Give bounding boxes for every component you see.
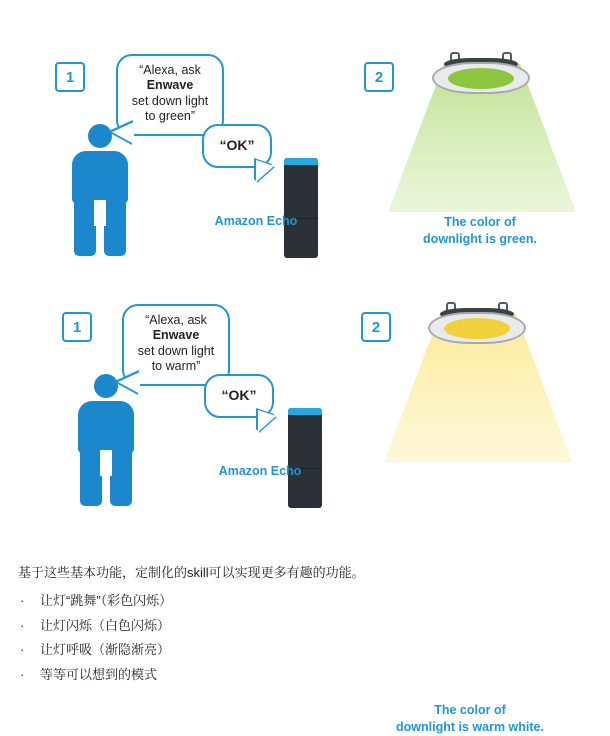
- command-line-4: to warm”: [151, 358, 201, 373]
- scenario-green: [0, 18, 610, 278]
- bullet-mark: ·: [20, 593, 25, 609]
- step-number-1: 1: [55, 62, 85, 92]
- speech-bubble-reply: “OK”: [204, 374, 274, 418]
- bullet-mark: ·: [20, 666, 25, 682]
- amazon-echo-device: [288, 408, 322, 508]
- person-leg-left: [80, 450, 102, 506]
- list-item-label: 让灯“跳舞”（彩色闪烁）: [40, 593, 173, 609]
- person-leg-right: [104, 200, 126, 256]
- step-number-2: 2: [364, 62, 394, 92]
- bottom-intro: 基于这些基本功能，定制化的skill可以实现更多有趣的功能。: [18, 565, 365, 580]
- speech-bubble-reply-tail: [258, 410, 276, 432]
- list-item: [18, 592, 588, 610]
- speech-bubble-command-tail: [112, 122, 134, 144]
- list-item-label: 让灯闪烁（白色闪烁）: [40, 617, 171, 633]
- command-line-4: to green”: [144, 108, 196, 123]
- downlight-fixture-warm: [424, 300, 530, 344]
- command-line-1: “Alexa, ask: [139, 63, 201, 77]
- person-leg-gap: [100, 450, 112, 476]
- bottom-text-block: [18, 564, 588, 690]
- echo-light-ring: [288, 408, 322, 415]
- person-leg-left: [74, 200, 96, 256]
- speech-bubble-reply: “OK”: [202, 124, 272, 168]
- step-number-1: 1: [62, 312, 92, 342]
- downlight-fixture-green: [428, 50, 534, 94]
- command-line-2: Enwave: [152, 328, 200, 343]
- bullet-mark: ·: [20, 617, 25, 633]
- person-torso: [72, 151, 128, 203]
- feature-list: [18, 592, 588, 683]
- speech-bubble-reply-tail: [256, 160, 274, 182]
- step-number-2: 2: [361, 312, 391, 342]
- person-head: [88, 124, 112, 148]
- speech-bubble-command-tail: [118, 372, 140, 394]
- list-item-label: 等等可以想到的模式: [40, 666, 158, 682]
- fixture-lens: [448, 68, 514, 89]
- caption-warm: [340, 702, 600, 736]
- amazon-echo-label: Amazon Echo: [218, 464, 302, 478]
- caption-warm-line-1: The color of: [434, 703, 506, 717]
- caption-green-line-1: The color of: [444, 215, 516, 229]
- person-head: [94, 374, 118, 398]
- command-line-1: “Alexa, ask: [145, 313, 207, 327]
- list-item: [18, 641, 588, 659]
- fixture-lens: [444, 318, 510, 339]
- caption-warm-line-2: downlight is warm white.: [396, 719, 544, 734]
- amazon-echo-device: [284, 158, 318, 258]
- command-line-3: set down light: [131, 93, 209, 108]
- person-leg-gap: [94, 200, 106, 226]
- bullet-mark: ·: [20, 642, 25, 658]
- command-line-3: set down light: [137, 343, 215, 358]
- person-torso: [78, 401, 134, 453]
- caption-green: [350, 214, 610, 248]
- list-item: [18, 666, 588, 684]
- list-item: [18, 617, 588, 635]
- command-line-2: Enwave: [146, 78, 194, 93]
- person-leg-right: [110, 450, 132, 506]
- echo-light-ring: [284, 158, 318, 165]
- list-item-label: 让灯呼吸（渐隐渐亮）: [40, 642, 171, 658]
- amazon-echo-label: Amazon Echo: [214, 214, 298, 228]
- caption-green-line-2: downlight is green.: [423, 231, 537, 246]
